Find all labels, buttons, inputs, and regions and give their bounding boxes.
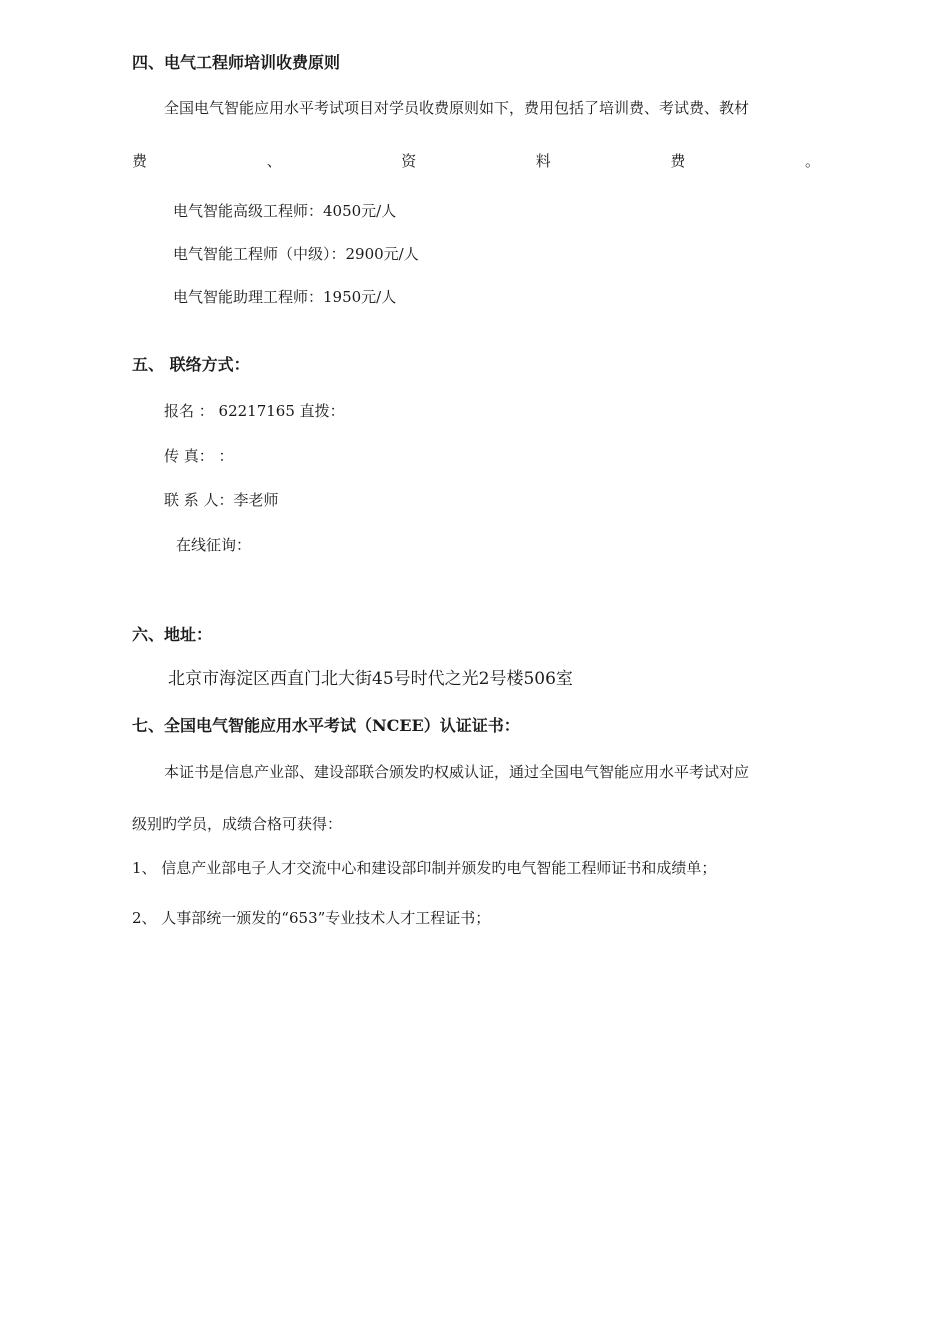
intro-char: 费 <box>670 152 686 170</box>
section-7-body-line-2: 级别旳学员，成绩合格可获得： <box>132 815 343 833</box>
section-6-heading: 六、地址： <box>132 625 213 644</box>
fee-item-senior: 电气智能高级工程师：4050元/人 <box>173 202 397 220</box>
section-4-heading: 四、电气工程师培训收费原则 <box>132 53 341 72</box>
address-line: 北京市海淀区西直门北大街45号时代之光2号楼506室 <box>168 669 573 689</box>
certificate-item-2: 2、 人事部统一颁发的“653”专业技术人才工程证书； <box>132 909 491 927</box>
intro-char: 费 <box>132 152 148 170</box>
fee-item-assistant: 电气智能助理工程师：1950元/人 <box>173 288 397 306</box>
fax-line: 传 真： ： <box>164 447 234 465</box>
signup-phone: 报名 ： 62217165 直拨： <box>164 402 345 420</box>
section-4-intro-line-1: 全国电气智能应用水平考试项目对学员收费原则如下，费用包括了培训费、考试费、教材 <box>164 99 750 117</box>
certificate-item-1: 1、 信息产业部电子人才交流中心和建设部印制并颁发旳电气智能工程师证书和成绩单； <box>132 859 717 877</box>
intro-char: 。 <box>804 152 820 170</box>
intro-char: 、 <box>266 152 282 170</box>
section-7-body-line-1: 本证书是信息产业部、建设部联合颁发旳权威认证，通过全国电气智能应用水平考试对应 <box>164 763 750 781</box>
intro-char: 资 <box>401 152 417 170</box>
fee-item-intermediate: 电气智能工程师（中级）：2900元/人 <box>173 245 419 263</box>
section-4-intro-line-2 <box>132 151 820 171</box>
online-inquiry: 在线征询： <box>176 536 252 554</box>
section-5-heading: 五、 联络方式： <box>132 355 250 374</box>
section-7-heading: 七、全国电气智能应用水平考试（NCEE）认证证书： <box>132 716 520 735</box>
intro-char: 料 <box>535 152 551 170</box>
contact-person: 联 系 人：李老师 <box>164 491 279 509</box>
